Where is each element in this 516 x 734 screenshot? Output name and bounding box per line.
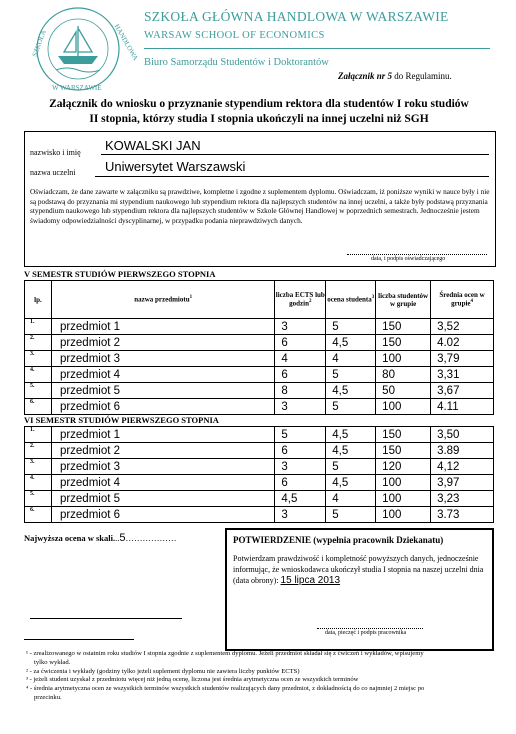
school-name-pl: SZKOŁA GŁÓWNA HANDLOWA W WARSZAWIE (144, 9, 449, 24)
name-field[interactable] (101, 136, 489, 155)
semester-6-title: VI SEMESTR STUDIÓW PIERWSZEGO STOPNIA (24, 415, 219, 425)
applicant-box (24, 131, 496, 267)
staff-signature-line[interactable] (317, 628, 423, 629)
svg-text:W WARSZAWIE: W WARSZAWIE (52, 84, 102, 92)
group-average[interactable]: 3,97 (431, 475, 494, 491)
document-title (14, 97, 504, 127)
header-rule (144, 48, 490, 49)
grade-value[interactable]: 5 (326, 319, 376, 335)
row-lp: 2. (25, 335, 52, 351)
group-count[interactable]: 100 (376, 475, 431, 491)
group-average[interactable]: 3,50 (431, 427, 494, 443)
group-average[interactable]: 4,12 (431, 459, 494, 475)
university-field[interactable] (95, 158, 489, 177)
grade-value[interactable]: 5 (326, 399, 376, 415)
school-seal (22, 4, 140, 94)
student-signature-line[interactable] (347, 254, 487, 255)
group-average[interactable]: 3,23 (431, 491, 494, 507)
declaration-text: Oświadczam, że dane zawarte w załączniku są prawdziwe, kompletne i zgodne z suplementem dyplomu. Oświadczam, iż poniższe wyniki w nauce były i nie są podstawą do przyznania mi stypendium naukowego lub stypendium rektora dla najlepszych studentów na innej uczelni, a także były podstawą przyznania stypendium naukowego lub stypendium rektora dla najlepszych studentów w Szkole Głównej Handlowej w poprzednich semestrach. Jednocześnie jestem świadomy odpowiedzialności dyscyplinarnej, w przypadku podania nieprawdziwych danych. (30, 187, 490, 225)
row-lp: 5. (25, 383, 52, 399)
ects-value[interactable]: 6 (275, 335, 326, 351)
table-row (25, 475, 494, 491)
header-count: liczba studentów w grupie (376, 281, 431, 319)
max-grade-label: Najwyższa ocena w skali. (24, 533, 116, 543)
row-lp: 4. (25, 367, 52, 383)
office-name: Biuro Samorządu Studentów i Doktorantów (144, 57, 329, 68)
header-avg: Średnia ocen w grupie$^4$ (431, 281, 494, 319)
grade-value[interactable]: 4 (326, 351, 376, 367)
group-count[interactable]: 100 (376, 491, 431, 507)
semester-5-table (24, 280, 494, 415)
grade-value[interactable]: 5 (326, 367, 376, 383)
semester-5-title: V SEMESTR STUDIÓW PIERWSZEGO STOPNIA (24, 269, 216, 279)
table-row (25, 443, 494, 459)
row-lp: 6. (25, 507, 52, 523)
subject-name[interactable]: przedmiot 6 (51, 507, 274, 523)
subject-name[interactable]: przedmiot 2 (51, 335, 274, 351)
header-grade: ocena studenta$^3$ (326, 281, 376, 319)
grade-value[interactable]: 4,5 (326, 427, 376, 443)
student-signature-caption: data, i podpis oświadczającego (371, 256, 446, 262)
row-lp: 2. (25, 443, 52, 459)
table-row (25, 507, 494, 523)
table-row (25, 367, 494, 383)
group-average[interactable]: 3,79 (431, 351, 494, 367)
subject-name[interactable]: przedmiot 5 (51, 383, 274, 399)
subject-name[interactable]: przedmiot 5 (51, 491, 274, 507)
svg-text:HANDLOWA: HANDLOWA (112, 22, 140, 62)
row-lp: 1. (25, 319, 52, 335)
max-grade-value[interactable]: 5 (119, 532, 126, 544)
row-lp: 3. (25, 459, 52, 475)
confirmation-title: POTWIERDZENIE (wypełnia pracownik Dziekanatu) (233, 535, 444, 545)
table-row (25, 491, 494, 507)
ects-value[interactable]: 6 (275, 475, 326, 491)
group-count[interactable]: 50 (376, 383, 431, 399)
grade-value[interactable]: 4,5 (326, 443, 376, 459)
svg-text:SZKOŁA: SZKOŁA (30, 29, 48, 58)
subject-name[interactable]: przedmiot 1 (51, 319, 274, 335)
subject-name[interactable]: przedmiot 1 (51, 427, 274, 443)
grade-value[interactable]: 4 (326, 491, 376, 507)
footnote-3: ³ - jeżeli student uzyskał z przedmiotu więcej niż jedną ocenę, liczona jest średnia arytmetyczna ocen ze wszystkich terminów (26, 676, 359, 684)
group-count[interactable]: 100 (376, 507, 431, 523)
group-average[interactable]: 3,31 (431, 367, 494, 383)
group-average[interactable]: 4.02 (431, 335, 494, 351)
confirmation-box (225, 528, 494, 651)
group-count[interactable]: 120 (376, 459, 431, 475)
footnote-2: ² - za ćwiczenia i wykłady (godziny tylko jeżeli suplement dyplomu nie zawiera liczby punktów ECTS) (26, 667, 300, 675)
footnote-1: ¹ - zrealizowanego w ostatnim roku studiów I stopnia zgodnie z suplementem dyplomu. Jeżeli przedmiot składał się z ćwiczeń i wykładów, wpisujemy tylko wykład. (26, 650, 424, 666)
group-average[interactable]: 3,67 (431, 383, 494, 399)
left-signature-line[interactable] (30, 618, 182, 619)
header-subject: nazwa przedmiotu$^1$ (51, 281, 274, 319)
table-row (25, 459, 494, 475)
ects-value[interactable]: 3 (275, 459, 326, 475)
row-lp: 4. (25, 475, 52, 491)
row-lp: 1. (25, 427, 52, 443)
table-row (25, 335, 494, 351)
confirmation-text: Potwierdzam prawdziwość i kompletność powyższych danych, jednocześnie informując, że wnioskodawca ukończył studia I stopnia na naszej uczelni dnia (data obrony): 15 lipca 2013 (233, 554, 484, 586)
row-lp: 5. (25, 491, 52, 507)
row-lp: 3. (25, 351, 52, 367)
title-line-2: II stopnia, którzy studia I stopnia ukończyli na innej uczelni niż SGH (89, 113, 429, 125)
semester-6-table (24, 426, 494, 523)
group-average[interactable]: 4.11 (431, 399, 494, 415)
subject-name[interactable]: przedmiot 6 (51, 399, 274, 415)
row-lp: 6. (25, 399, 52, 415)
max-grade-line: Najwyższa ocena w skali...5……………… (24, 532, 177, 544)
university-value: Uniwersytet Warszawski (105, 159, 246, 174)
ects-value[interactable]: 3 (275, 319, 326, 335)
group-count[interactable]: 150 (376, 319, 431, 335)
footnote-4: ⁴ - średnia arytmetyczna ocen ze wszystkich terminów wszystkich studentów realizujących dany przedmiot, z dokładnością do co najmniej 2 miejsc po przecinku. (26, 685, 425, 701)
university-label: nazwa uczelni (30, 168, 76, 177)
group-average[interactable]: 3.89 (431, 443, 494, 459)
group-count[interactable]: 80 (376, 367, 431, 383)
ects-value[interactable]: 4,5 (275, 491, 326, 507)
ects-value[interactable]: 6 (275, 443, 326, 459)
ects-value[interactable]: 5 (275, 427, 326, 443)
group-average[interactable]: 3,52 (431, 319, 494, 335)
grade-value[interactable]: 4,5 (326, 335, 376, 351)
group-count[interactable]: 100 (376, 399, 431, 415)
group-count[interactable]: 150 (376, 335, 431, 351)
header-lp: lp. (25, 281, 52, 319)
grade-value[interactable]: 5 (326, 459, 376, 475)
ects-value[interactable]: 4 (275, 351, 326, 367)
school-name-en: WARSAW SCHOOL OF ECONOMICS (144, 30, 325, 41)
table-row (25, 399, 494, 415)
ects-value[interactable]: 6 (275, 367, 326, 383)
ects-value[interactable]: 8 (275, 383, 326, 399)
group-count[interactable]: 150 (376, 427, 431, 443)
subject-name[interactable]: przedmiot 4 (51, 475, 274, 491)
table-header-row (25, 281, 494, 319)
staff-signature-caption: data, pieczęć i podpis pracownika (325, 630, 407, 636)
grade-value[interactable]: 4,5 (326, 383, 376, 399)
table-row (25, 383, 494, 399)
subject-name[interactable]: przedmiot 3 (51, 459, 274, 475)
footnote-rule (24, 639, 134, 640)
footnotes (26, 650, 431, 703)
table-row (25, 319, 494, 335)
subject-name[interactable]: przedmiot 2 (51, 443, 274, 459)
name-value: KOWALSKI JAN (105, 138, 201, 153)
table-row (25, 427, 494, 443)
grade-value[interactable]: 4,5 (326, 475, 376, 491)
name-label: nazwisko i imię (30, 148, 81, 157)
subject-name[interactable]: przedmiot 3 (51, 351, 274, 367)
defense-date[interactable]: 15 lipca 2013 (280, 575, 341, 586)
group-count[interactable]: 100 (376, 351, 431, 367)
group-average[interactable]: 3.73 (431, 507, 494, 523)
table-row (25, 351, 494, 367)
annex-note: Załącznik nr 5 do Regulaminu. (338, 71, 452, 81)
subject-name[interactable]: przedmiot 4 (51, 367, 274, 383)
group-count[interactable]: 150 (376, 443, 431, 459)
ects-value[interactable]: 3 (275, 399, 326, 415)
header-ects: liczba ECTS lub godzin$^2$ (275, 281, 326, 319)
grade-value[interactable]: 5 (326, 507, 376, 523)
ects-value[interactable]: 3 (275, 507, 326, 523)
title-line-1: Załącznik do wniosku o przyznanie stypendium rektora dla studentów I roku studiów (49, 98, 469, 110)
